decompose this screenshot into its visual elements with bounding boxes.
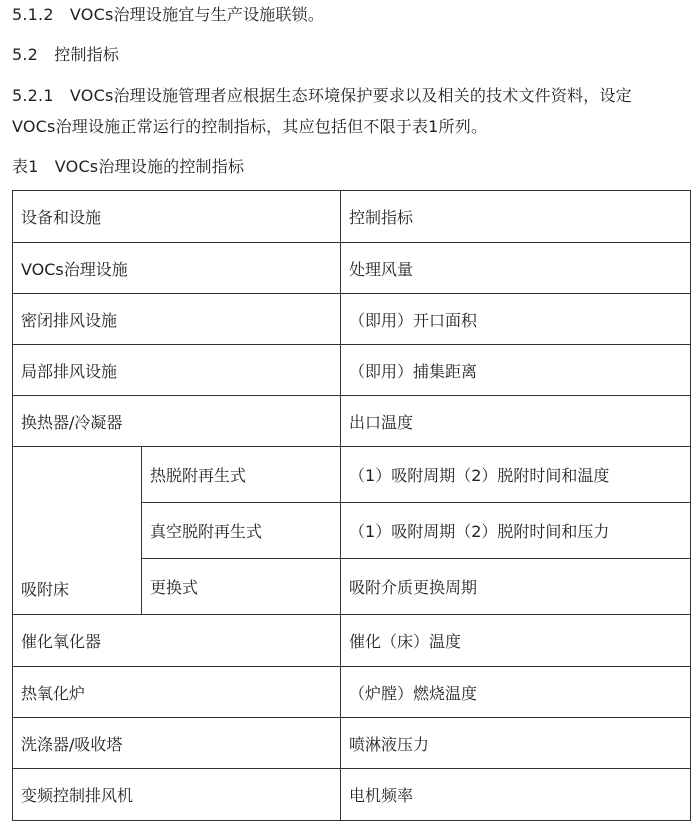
equipment-cell: 换热器/冷凝器 xyxy=(13,396,341,447)
indicator-cell: 处理风量 xyxy=(341,243,691,294)
indicator-cell: （即用）捕集距离 xyxy=(341,345,691,396)
table-header-row xyxy=(13,191,691,243)
table-row xyxy=(13,447,691,503)
equipment-cell: 洗涤器/吸收塔 xyxy=(13,718,341,769)
equipment-cell: VOCs治理设施 xyxy=(13,243,341,294)
table-row xyxy=(13,345,691,396)
equipment-cell: 密闭排风设施 xyxy=(13,294,341,345)
adsorption-type-cell: 真空脱附再生式 xyxy=(142,503,341,559)
table-row xyxy=(13,667,691,718)
adsorption-type-cell: 热脱附再生式 xyxy=(142,447,341,503)
table-row xyxy=(13,243,691,294)
table-row xyxy=(13,396,691,447)
clause-5-2-1-line2: VOCs治理设施正常运行的控制指标，其应包括但不限于表1所列。 xyxy=(12,117,488,136)
equipment-cell: 局部排风设施 xyxy=(13,345,341,396)
indicator-cell: 喷淋液压力 xyxy=(341,718,691,769)
table-caption: 表1 VOCs治理设施的控制指标 xyxy=(12,157,245,176)
section-heading-5-2: 5.2 控制指标 xyxy=(12,45,120,64)
table-row xyxy=(13,718,691,769)
equipment-cell: 变频控制排风机 xyxy=(13,769,341,821)
indicator-cell: 吸附介质更换周期 xyxy=(341,559,691,615)
table-row xyxy=(13,769,691,821)
equipment-cell: 催化氧化器 xyxy=(13,615,341,667)
adsorption-type-cell: 更换式 xyxy=(142,559,341,615)
clause-5-2-1-line1: 5.2.1 VOCs治理设施管理者应根据生态环境保护要求以及相关的技术文件资料，设定 xyxy=(12,86,632,105)
indicator-cell: （即用）开口面积 xyxy=(341,294,691,345)
indicator-cell: （1）吸附周期（2）脱附时间和温度 xyxy=(341,447,691,503)
indicator-cell: （1）吸附周期（2）脱附时间和压力 xyxy=(341,503,691,559)
adsorption-group-cell: 吸附床 xyxy=(13,447,142,615)
indicator-cell: 出口温度 xyxy=(341,396,691,447)
header-equipment: 设备和设施 xyxy=(13,191,341,243)
table-row xyxy=(13,294,691,345)
header-indicator: 控制指标 xyxy=(341,191,691,243)
indicator-cell: （炉膛）燃烧温度 xyxy=(341,667,691,718)
clause-5-1-2: 5.1.2 VOCs治理设施宜与生产设施联锁。 xyxy=(12,5,325,24)
equipment-cell: 热氧化炉 xyxy=(13,667,341,718)
indicator-cell: 电机频率 xyxy=(341,769,691,821)
control-indicator-table xyxy=(12,190,691,821)
indicator-cell: 催化（床）温度 xyxy=(341,615,691,667)
table-row xyxy=(13,615,691,667)
